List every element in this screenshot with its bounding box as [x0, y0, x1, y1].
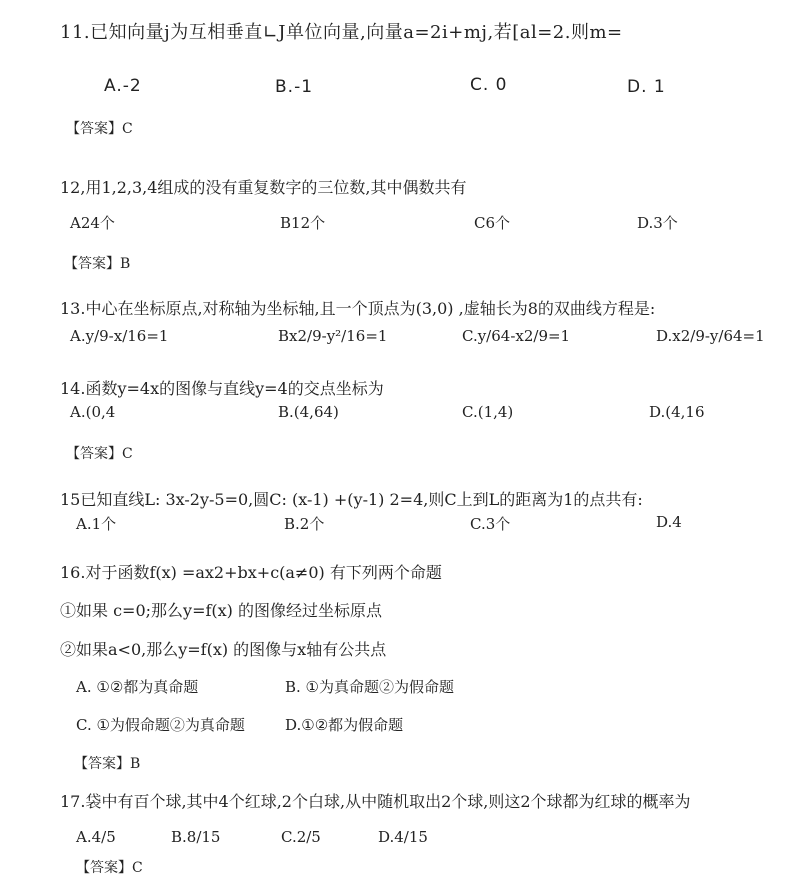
question-11-option-a: A.-2 — [104, 76, 142, 96]
question-17-option-a: A.4/5 — [76, 828, 116, 846]
question-11-stem: 11.已知向量j为互相垂直∟J单位向量,向量a=2i+mj,若[al=2.则m= — [60, 22, 623, 43]
question-16-stem: 16.对于函数f(x) =ax2+bx+c(a≠0) 有下列两个命题 — [60, 563, 442, 582]
question-13-stem: 13.中心在坐标原点,对称轴为坐标轴,且一个顶点为(3,0) ,虚轴长为8的双曲线方程是: — [60, 299, 656, 318]
question-15-stem: 15已知直线L: 3x-2y-5=0,圆C: (x-1) +(y-1) 2=4,则C上到L的距离为1的点共有: — [60, 490, 643, 509]
question-11-answer: 【答案】C — [66, 121, 133, 137]
question-14-answer: 【答案】C — [66, 446, 133, 462]
question-13-option-c: C.y/64-x2/9=1 — [462, 327, 571, 345]
question-17-stem: 17.袋中有百个球,其中4个红球,2个白球,从中随机取出2个球,则这2个球都为红球的概率为 — [60, 792, 691, 811]
question-14-stem: 14.函数y=4x的图像与直线y=4的交点坐标为 — [60, 379, 384, 398]
question-14-option-d: D.(4,16 — [649, 403, 705, 421]
question-17-option-d: D.4/15 — [378, 828, 428, 846]
question-14-option-c: C.(1,4) — [462, 403, 514, 421]
question-16-option-d: D.①②都为假命题 — [285, 716, 404, 734]
question-16-option-c: C. ①为假命题②为真命题 — [76, 716, 245, 734]
question-16-option-b: B. ①为真命题②为假命题 — [285, 678, 455, 696]
question-12-option-b: B12个 — [280, 214, 326, 232]
question-11-option-d: D. 1 — [627, 77, 666, 97]
question-12-answer: 【答案】B — [64, 256, 131, 272]
question-12-option-a: A24个 — [70, 214, 115, 232]
question-15-option-a: A.1个 — [76, 515, 117, 533]
question-13-option-b: Bx2/9-y²/16=1 — [278, 327, 388, 345]
question-14-option-b: B.(4,64) — [278, 403, 339, 421]
question-15-option-b: B.2个 — [284, 515, 325, 533]
question-17-answer: 【答案】C — [76, 860, 143, 876]
question-15-option-c: C.3个 — [470, 515, 511, 533]
question-13-option-d: D.x2/9-y/64=1 — [656, 327, 765, 345]
question-16-proposition-2: ②如果a<0,那么y=f(x) 的图像与x轴有公共点 — [60, 640, 387, 659]
question-12-option-c: C6个 — [474, 214, 511, 232]
question-11-option-c: C. 0 — [470, 75, 508, 95]
question-16-answer: 【答案】B — [74, 756, 141, 772]
question-12-stem: 12,用1,2,3,4组成的没有重复数字的三位数,其中偶数共有 — [60, 178, 467, 197]
question-16-option-a: A. ①②都为真命题 — [76, 678, 199, 696]
question-17-option-b: B.8/15 — [171, 828, 221, 846]
question-12-option-d: D.3个 — [637, 214, 678, 232]
question-13-option-a: A.y/9-x/16=1 — [70, 327, 169, 345]
question-15-option-d: D.4 — [656, 513, 682, 531]
question-11-option-b: B.-1 — [275, 77, 314, 97]
question-14-option-a: A.(0,4 — [70, 403, 116, 421]
question-17-option-c: C.2/5 — [281, 828, 321, 846]
question-16-proposition-1: ①如果 c=0;那么y=f(x) 的图像经过坐标原点 — [60, 601, 382, 620]
